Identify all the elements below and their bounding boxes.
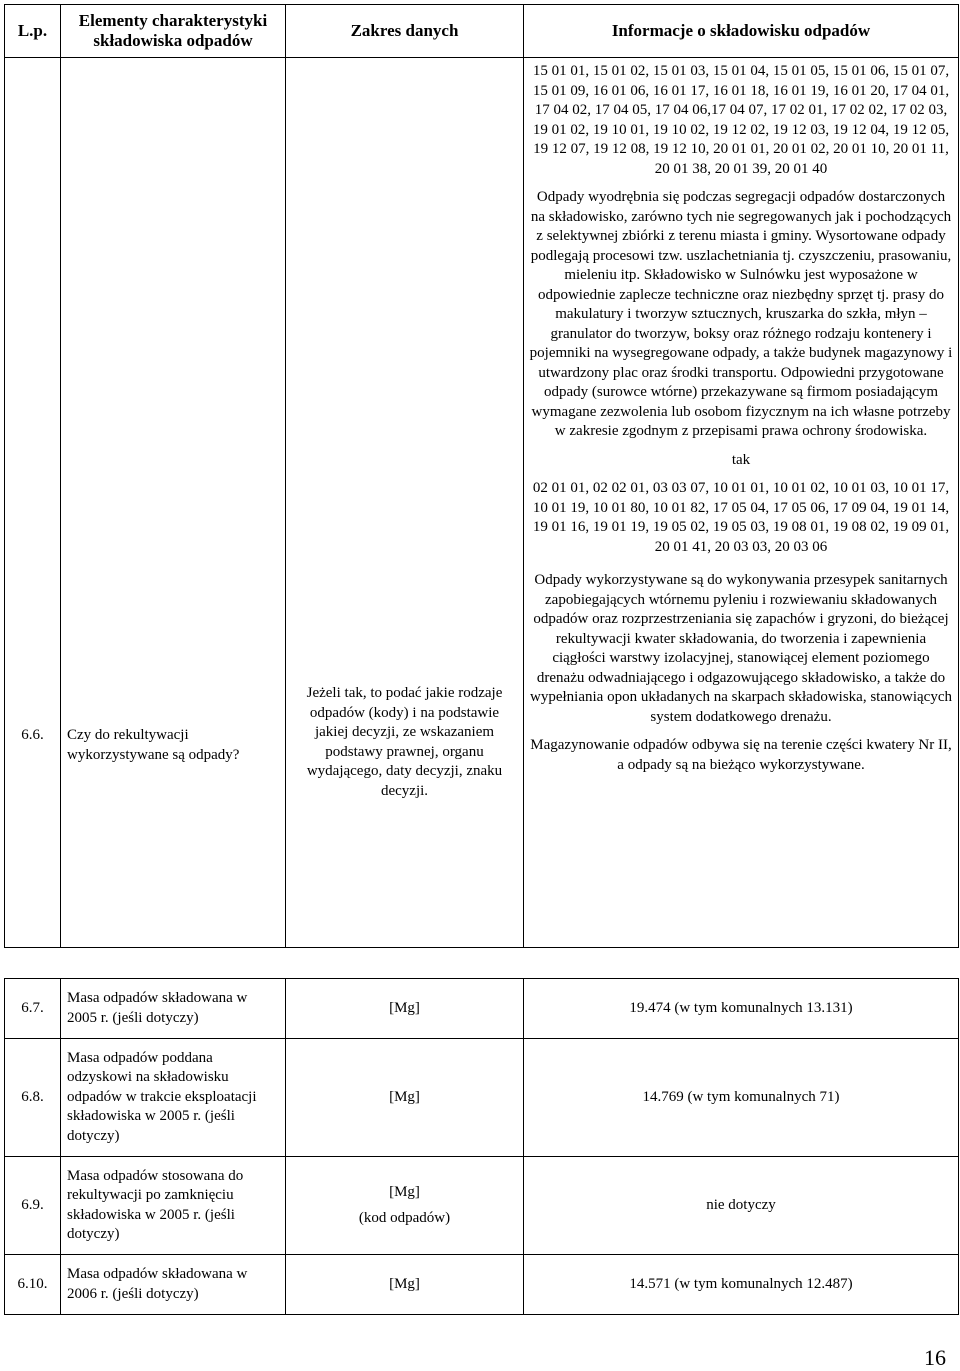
row-6-7-element: Masa odpadów składowana w 2005 r. (jeśli dotyczy) bbox=[61, 979, 286, 1039]
row-6-9-lp: 6.9. bbox=[5, 1157, 61, 1255]
row-6-10-zakres: [Mg] bbox=[286, 1255, 524, 1315]
row-spacer bbox=[5, 948, 959, 979]
segregation-description: Odpady wyodrębnia się podczas segregacji odpadów dostarczonych na składowisko, zarówno tych nie segregowanych jak i pochodzących z selektywnej zbiórki z terenu miasta i gminy. Wysortowane odpady podlegają procesowi tzw. uszlachetniania tj. czyszczeniu, prasowaniu, mieleniu itp. Składowisko w Sulnówku jest wyposażone w odpowiednie zaplecze techniczne oraz niezbędny sprzęt tj. prasy do makulatury i tworzyw sztucznych, kruszarka do szkła, młyn – granulator do tworzyw, boksy oraz różnego rodzaju kontenery i pojemniki na wysegregowane odpady, a także budynek magazynowy i utwardzony plac oraz środki transportu. Odpowiedni przygotowane odpady (surowce wtórne) przekazywane są firmom posiadającym wymagane zezwolenia lub osobom fizycznym na ich własne potrzeby w zakresie zgodnym z przepisami prawa ochrony środowiska. bbox=[529, 189, 953, 439]
reclamation-waste-codes: 02 01 01, 02 02 01, 03 03 07, 10 01 01, 10 01 02, 10 01 03, 10 01 17, 10 01 19, 10 01 80, 10 01 82, 17 05 04, 17 05 06, 17 09 04, 19 01 14, 19 01 16, 19 01 19, 19 05 02, 19 05 03, 19 08 01, 19 08 02, 19 09 01, 20 01 41, 20 03 03, 20 03 06 bbox=[532, 480, 950, 555]
row-6-9-value: nie dotyczy bbox=[524, 1157, 959, 1255]
row-6-9-element: Masa odpadów stosowana do rekultywacji po zamknięciu składowiska w 2005 r. (jeśli dotyczy) bbox=[61, 1157, 286, 1255]
reclamation-description: Odpady wykorzystywane są do wykonywania przesypek sanitarnych zapobiegających wtórnemu pyleniu i rozwiewaniu składowanych odpadów oraz rozprzestrzeniania się zapachów i gryzoni, do bieżącej rekultywacji kwater składowania, do tworzenia i zapewnienia ciągłości warstwy izolacyjnej, stanowiącej element poziomego drenażu odwadniającego i odgazowującego składowisko, a także do wypełniania opon układanych na skarpach składowiska, stanowiących system dodatkowego drenażu. bbox=[530, 572, 952, 725]
waste-site-table bbox=[4, 4, 959, 1315]
row-6-6-lp: 6.6. bbox=[5, 58, 61, 948]
row-6-8-lp: 6.8. bbox=[5, 1039, 61, 1157]
header-informacje: Informacje o składowisku odpadów bbox=[524, 5, 959, 58]
row-6-7 bbox=[5, 979, 959, 1039]
row-6-7-zakres: [Mg] bbox=[286, 979, 524, 1039]
header-lp: L.p. bbox=[5, 5, 61, 58]
row-6-7-lp: 6.7. bbox=[5, 979, 61, 1039]
page-number: 16 bbox=[924, 1345, 946, 1370]
row-6-10-lp: 6.10. bbox=[5, 1255, 61, 1315]
row-6-9-zakres-code: (kod odpadów) bbox=[358, 1209, 451, 1226]
row-6-9-zakres bbox=[286, 1157, 524, 1255]
row-6-10-value: 14.571 (w tym komunalnych 12.487) bbox=[524, 1255, 959, 1315]
row-6-6-zakres: Jeżeli tak, to podać jakie rodzaje odpadów (kody) i na podstawie jakiej decyzji, ze wskazaniem podstawy prawnej, organu wydającego, daty decyzji, znaku decyzji. bbox=[286, 58, 524, 948]
row-6-8 bbox=[5, 1039, 959, 1157]
header-elementy: Elementy charakterystyki składowiska odpadów bbox=[61, 5, 286, 58]
storage-note: Magazynowanie odpadów odbywa się na terenie części kwatery Nr II, a odpady są na bieżąco wykorzystywane. bbox=[530, 737, 952, 773]
row-6-8-zakres: [Mg] bbox=[286, 1039, 524, 1157]
table-header-row bbox=[5, 5, 959, 58]
recovered-waste-codes: 15 01 01, 15 01 02, 15 01 03, 15 01 04, 15 01 05, 15 01 06, 15 01 07, 15 01 09, 16 01 06, 16 01 17, 16 01 18, 16 01 19, 16 01 20, 17 04 01, 17 04 02, 17 04 05, 17 04 06,17 04 07, 17 02 01, 17 02 02, 17 02 03, 19 01 02, 19 10 01, 19 10 02, 19 12 02, 19 12 03, 19 12 04, 19 12 05, 19 12 07, 19 12 08, 19 12 10, 20 01 01, 20 01 02, 20 01 10, 20 01 11, 20 01 38, 20 01 39, 20 01 40 bbox=[532, 63, 950, 177]
row-6-6-element: Czy do rekultywacji wykorzystywane są odpady? bbox=[61, 58, 286, 948]
row-6-6 bbox=[5, 58, 959, 948]
header-zakres: Zakres danych bbox=[286, 5, 524, 58]
row-6-9 bbox=[5, 1157, 959, 1255]
row-6-9-zakres-unit: [Mg] bbox=[389, 1184, 420, 1200]
row-6-10-element: Masa odpadów składowana w 2006 r. (jeśli dotyczy) bbox=[61, 1255, 286, 1315]
row-6-6-info bbox=[524, 58, 959, 948]
row-6-8-value: 14.769 (w tym komunalnych 71) bbox=[524, 1039, 959, 1157]
row-6-10 bbox=[5, 1255, 959, 1315]
reclamation-answer: tak bbox=[731, 451, 751, 468]
row-6-7-value: 19.474 (w tym komunalnych 13.131) bbox=[524, 979, 959, 1039]
row-6-8-element: Masa odpadów poddana odzyskowi na składowisku odpadów w trakcie eksploatacji składowiska w 2005 r. (jeśli dotyczy) bbox=[61, 1039, 286, 1157]
